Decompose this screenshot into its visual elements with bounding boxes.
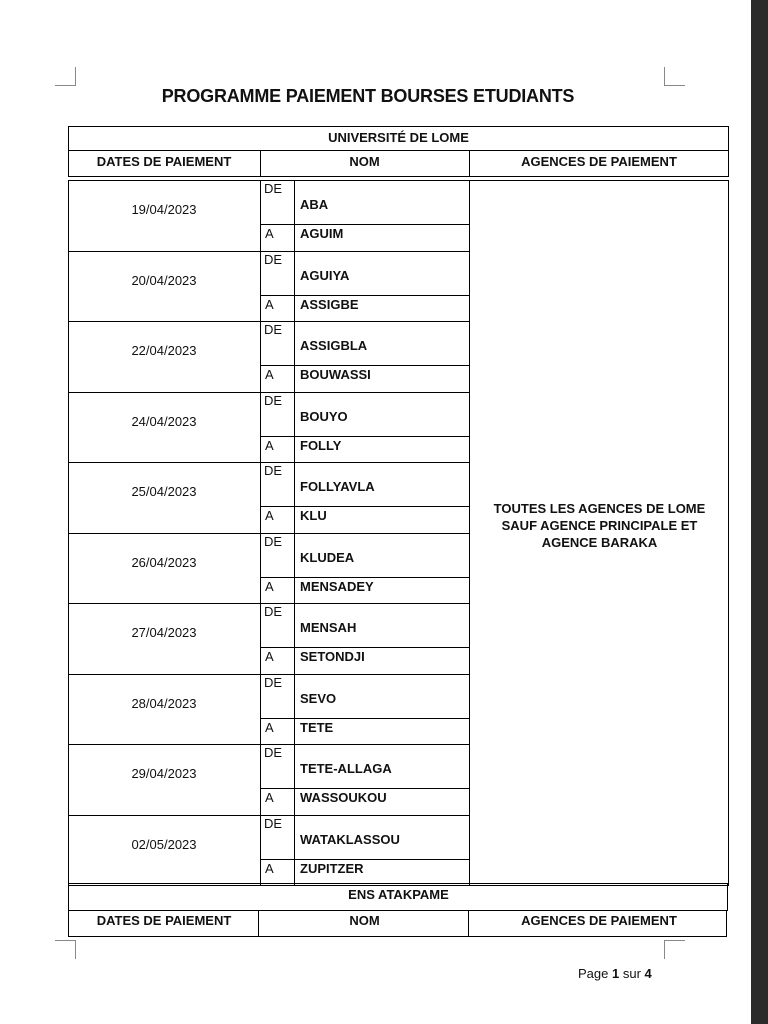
to-name: BOUWASSI [300,367,371,382]
a-label: A [265,720,274,735]
to-name: AGUIM [300,226,344,241]
de-label: DE [264,463,283,478]
de-label: DE [264,745,283,760]
header-agences: AGENCES DE PAIEMENT [521,154,677,169]
from-name: ASSIGBLA [300,338,368,353]
ens-header-dates: DATES DE PAIEMENT [96,913,232,928]
page-footer [578,966,652,981]
page-total: 4 [644,966,652,981]
de-label: DE [264,252,283,267]
to-name-cell [260,224,470,252]
to-name: FOLLY [300,438,342,453]
crop-mark-top-left [55,67,76,86]
from-name: ABA [300,197,329,212]
de-label: DE [264,322,283,337]
de-label: DE [264,393,283,408]
agencies-line: AGENCE BARAKA [541,535,658,550]
a-label: A [265,579,274,594]
agencies-line: TOUTES LES AGENCES DE LOME [493,501,706,516]
crop-mark-bottom-left [55,940,76,959]
to-name: ZUPITZER [300,861,364,876]
de-label: DE [264,604,283,619]
payment-date: 19/04/2023 [131,202,197,217]
to-name: ASSIGBE [300,297,359,312]
to-name: WASSOUKOU [300,790,387,805]
from-name: TETE-ALLAGA [300,761,392,776]
to-name-cell [260,859,470,886]
a-label: A [265,438,274,453]
from-name: KLUDEA [300,550,355,565]
page-edge [751,0,768,1024]
a-label: A [265,297,274,312]
a-label: A [265,367,274,382]
payment-date: 02/05/2023 [131,837,197,852]
to-name: SETONDJI [300,649,365,664]
payment-date: 24/04/2023 [131,414,197,429]
to-name-cell [260,295,470,322]
from-name: SEVO [300,691,337,706]
from-name: WATAKLASSOU [300,832,400,847]
a-label: A [265,226,274,241]
page-sep: sur [622,966,641,981]
de-label: DE [264,816,283,831]
to-name-cell [260,718,470,745]
de-label: DE [264,181,283,196]
crop-mark-bottom-right [664,940,685,959]
agencies-cell [470,500,729,551]
payment-date: 29/04/2023 [131,766,197,781]
page-current: 1 [612,966,620,981]
payment-date: 26/04/2023 [131,555,197,570]
payment-date: 28/04/2023 [131,696,197,711]
document-title: PROGRAMME PAIEMENT BOURSES ETUDIANTS [161,86,575,106]
to-name: KLU [300,508,327,523]
payment-date: 27/04/2023 [131,625,197,640]
to-name-cell [260,506,470,534]
header-dates: DATES DE PAIEMENT [96,154,232,169]
to-name: MENSADEY [300,579,374,594]
a-label: A [265,790,274,805]
from-name: AGUIYA [300,268,350,283]
crop-mark-top-right [664,67,685,86]
payment-date: 25/04/2023 [131,484,197,499]
ens-name: ENS ATAKPAME [348,887,449,902]
agencies-line: SAUF AGENCE PRINCIPALE ET [501,518,698,533]
ens-header-agences: AGENCES DE PAIEMENT [521,913,677,928]
from-name: MENSAH [300,620,357,635]
de-label: DE [264,675,283,690]
payment-date: 20/04/2023 [131,273,197,288]
a-label: A [265,649,274,664]
header-nom: NOM [349,154,380,169]
to-name-cell [260,436,470,463]
de-label: DE [264,534,283,549]
a-label: A [265,508,274,523]
from-name: FOLLYAVLA [300,479,375,494]
from-name: BOUYO [300,409,348,424]
payment-date: 22/04/2023 [131,343,197,358]
to-name-cell [260,647,470,675]
ens-header-nom: NOM [349,913,380,928]
to-name: TETE [300,720,334,735]
page-label: Page [578,966,609,981]
university-name: UNIVERSITÉ DE LOME [328,130,469,145]
a-label: A [265,861,274,876]
